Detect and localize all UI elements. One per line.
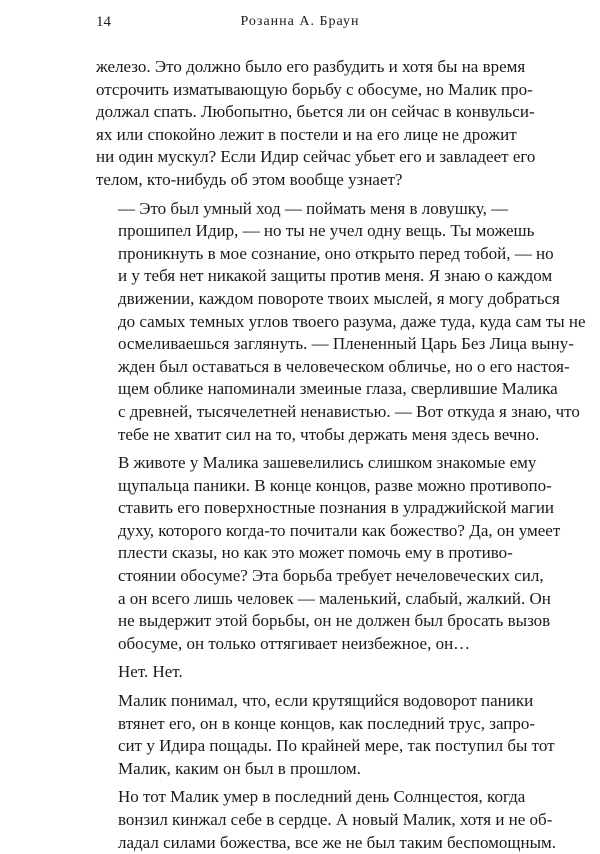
text-line: Нет. Нет. xyxy=(118,662,183,682)
text-line: втянет его, он в конце концов, как последний трус, запро- xyxy=(118,713,536,733)
text-line: ях или спокойно лежит в постели и на его лице не дрожит xyxy=(96,124,517,144)
text-line: с древней, тысячелетней ненавистью. — Вот откуда я знаю, что xyxy=(118,401,580,421)
text-line: тебе не хватит сил на то, чтобы держать меня здесь вечно. xyxy=(118,424,540,444)
text-line: движении, каждом повороте твоих мыслей, я могу добраться xyxy=(118,288,560,308)
text-line: до самых темных углов твоего разума, даже туда, куда сам ты не xyxy=(118,311,586,331)
text-line: не выдержит этой борьбы, он не должен был бросать вызов xyxy=(118,611,551,631)
text-line: отсрочить изматывающую борьбу с обосуме, но Малик про- xyxy=(96,79,533,99)
paragraph xyxy=(96,661,506,684)
page-number: 14 xyxy=(96,14,111,30)
paragraph xyxy=(96,452,561,655)
text-line: железо. Это должно было его разбудить и хотя бы на время xyxy=(96,57,526,76)
text-line: осмеливаешься заглянуть. — Плененный Царь Без Лица выну- xyxy=(118,334,574,354)
text-line: Малик понимал, что, если крутящийся водоворот паники xyxy=(118,691,534,711)
text-line: Малик, каким он был в прошлом. xyxy=(118,758,361,778)
text-line: сит у Идира пощады. По крайней мере, так поступил бы тот xyxy=(118,736,555,756)
page-header xyxy=(96,14,504,36)
text-line: жден был оставаться в человеческом обличье, но о его настоя- xyxy=(118,356,570,376)
text-line: — Это был умный ход — поймать меня в ловушку, — xyxy=(118,198,509,218)
text-line: щупальца паники. В конце концов, разве можно противопо- xyxy=(118,475,552,495)
text-line: ладал силами божества, все же не был таким беспомощным. xyxy=(118,832,557,852)
text-line: вонзил кинжал себе в сердце. А новый Малик, хотя и не об- xyxy=(118,810,553,829)
text-line: телом, кто-нибудь об этом вообще узнает? xyxy=(96,169,403,189)
text-line: обосуме, он только оттягивает неизбежное, он… xyxy=(118,633,471,653)
paragraph xyxy=(96,690,555,780)
text-line: должал спать. Любопытно, бьется ли он сейчас в конвульси- xyxy=(96,102,535,122)
paragraph xyxy=(96,198,586,447)
text-line: и у тебя нет никакой защиты против меня. Я знаю о каждом xyxy=(118,266,553,286)
text-line: В животе у Малика зашевелились слишком знакомые ему xyxy=(118,453,537,473)
text-line: ни один мускул? Если Идир сейчас убьет его и завладеет его xyxy=(96,147,536,167)
paragraph xyxy=(96,786,557,854)
text-line: щем облике напоминали змеиные глаза, сверлившие Малика xyxy=(118,379,558,399)
body-text xyxy=(96,56,586,854)
text-line: ставить его поверхностные познания в улраджийской магии xyxy=(118,498,555,518)
text-line: прошипел Идир, — но ты не учел одну вещь. Ты можешь xyxy=(118,221,535,241)
text-line: стоянии обосуме? Эта борьба требует нечеловеческих сил, xyxy=(118,566,544,586)
text-line: духу, которого когда-то почитали как божество? Да, он умеет xyxy=(118,520,561,540)
text-line: проникнуть в мое сознание, оно открыто перед тобой, — но xyxy=(118,243,554,263)
text-line: плести сказы, но как это может помочь ему в противо- xyxy=(118,543,513,563)
running-head: Розанна А. Браун xyxy=(240,14,360,29)
text-line: Но тот Малик умер в последний день Солнцестоя, когда xyxy=(118,787,526,807)
text-line: а он всего лишь человек — маленький, слабый, жалкий. Он xyxy=(118,588,551,608)
paragraph xyxy=(96,56,536,192)
